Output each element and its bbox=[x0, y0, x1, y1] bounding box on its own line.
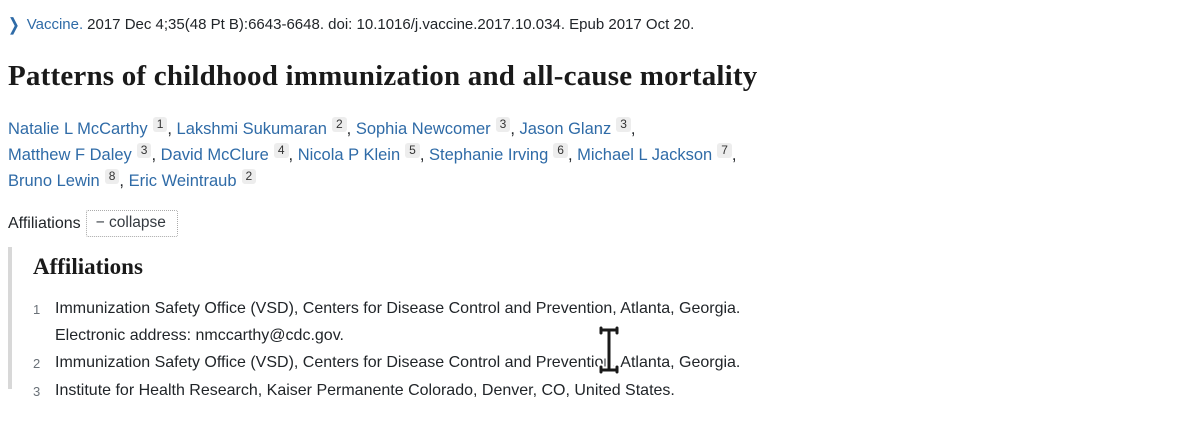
author-link[interactable]: Michael L Jackson bbox=[577, 146, 713, 164]
author-affiliation-badge[interactable]: 1 bbox=[153, 117, 168, 132]
author-link[interactable]: Nicola P Klein bbox=[297, 146, 401, 164]
author-affiliation-badge[interactable]: 3 bbox=[137, 143, 152, 158]
author-link[interactable]: Stephanie Irving bbox=[429, 146, 549, 164]
affiliation-item bbox=[33, 377, 828, 405]
author-separator: , bbox=[288, 146, 298, 164]
author-affiliation-badge[interactable]: 4 bbox=[274, 143, 289, 158]
affiliation-text: Immunization Safety Office (VSD), Centers for Disease Control and Prevention, Atlanta, Georgia. Electronic address: nmccarthy@cdc.gov. bbox=[55, 300, 741, 344]
affiliations-list bbox=[33, 295, 828, 405]
author-list bbox=[8, 116, 1200, 194]
affiliation-number: 1 bbox=[33, 302, 41, 317]
author-line bbox=[8, 116, 1200, 142]
journal-citation-line bbox=[8, 14, 1200, 35]
author-separator: , bbox=[510, 120, 520, 138]
affiliations-toggle-label: Affiliations bbox=[8, 214, 81, 232]
author-separator: , bbox=[567, 146, 578, 164]
author-link[interactable]: Bruno Lewin bbox=[8, 172, 100, 190]
author-separator: , bbox=[630, 120, 636, 138]
author-link[interactable]: Natalie L McCarthy bbox=[8, 120, 148, 138]
author-separator: , bbox=[346, 120, 356, 138]
author-separator: , bbox=[167, 120, 177, 138]
author-separator: , bbox=[151, 146, 161, 164]
author-link[interactable]: Eric Weintraub bbox=[128, 172, 237, 190]
affiliation-text: Institute for Health Research, Kaiser Permanente Colorado, Denver, CO, United States. bbox=[55, 382, 675, 399]
author-affiliation-badge[interactable]: 7 bbox=[717, 143, 732, 158]
affiliation-number: 3 bbox=[33, 384, 41, 399]
author-line bbox=[8, 168, 1200, 194]
affiliations-heading: Affiliations bbox=[33, 254, 143, 279]
author-separator: , bbox=[731, 146, 737, 164]
author-separator: , bbox=[119, 172, 129, 190]
author-link[interactable]: Lakshmi Sukumaran bbox=[176, 120, 327, 138]
author-affiliation-badge[interactable]: 3 bbox=[616, 117, 631, 132]
author-link[interactable]: Matthew F Daley bbox=[8, 146, 132, 164]
affiliations-toggle-row bbox=[8, 210, 1200, 237]
author-link[interactable]: David McClure bbox=[160, 146, 269, 164]
author-affiliation-badge[interactable]: 8 bbox=[105, 169, 120, 184]
author-line bbox=[8, 142, 1200, 168]
affiliation-text: Immunization Safety Office (VSD), Centers for Disease Control and Prevention, Atlanta, Georgia. bbox=[55, 354, 741, 371]
citation-details: 2017 Dec 4;35(48 Pt B):6643-6648. doi: 10.1016/j.vaccine.2017.10.034. Epub 2017 Oct 20. bbox=[87, 16, 695, 33]
author-link[interactable]: Sophia Newcomer bbox=[355, 120, 491, 138]
article-title: Patterns of childhood immunization and all-cause mortality bbox=[8, 60, 758, 92]
affiliations-collapse-button[interactable]: − collapse bbox=[86, 210, 178, 237]
author-affiliation-badge[interactable]: 3 bbox=[496, 117, 511, 132]
author-affiliation-badge[interactable]: 2 bbox=[332, 117, 347, 132]
author-link[interactable]: Jason Glanz bbox=[519, 120, 612, 138]
author-separator: , bbox=[419, 146, 429, 164]
author-affiliation-badge[interactable]: 6 bbox=[553, 143, 568, 158]
author-affiliation-badge[interactable]: 5 bbox=[405, 143, 420, 158]
affiliation-number: 2 bbox=[33, 356, 41, 371]
affiliation-item bbox=[33, 349, 828, 377]
chevron-right-icon[interactable]: ❯ bbox=[8, 14, 20, 34]
journal-link[interactable]: Vaccine. bbox=[26, 16, 84, 33]
author-affiliation-badge[interactable]: 2 bbox=[242, 169, 257, 184]
affiliation-item bbox=[33, 295, 828, 349]
affiliations-panel bbox=[8, 247, 828, 399]
